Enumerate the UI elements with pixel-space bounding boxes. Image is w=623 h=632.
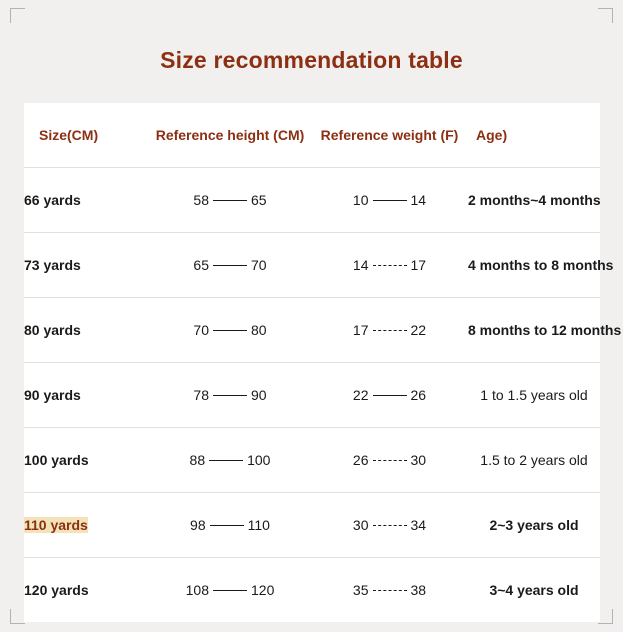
cell-weight-from: 10 [352,192,369,208]
table-row [24,233,600,298]
cell-age: 2~3 years old [489,517,579,533]
cell-weight [311,558,468,623]
cell-height-separator [209,460,243,461]
column-header-age: Age) [476,127,508,143]
cell-height-to: 65 [251,192,267,208]
cell-weight [311,233,468,298]
column-header-weight: Reference weight (F) [320,127,459,143]
cell-weight-to: 26 [410,387,427,403]
cell-height [149,233,311,298]
cell-size [24,363,149,428]
cell-height-from: 78 [193,387,209,403]
cell-height [149,493,311,558]
cell-height-from: 70 [193,322,209,338]
cell-weight [311,363,468,428]
corner-mark-top-right [598,8,613,23]
cell-height-from: 98 [190,517,206,533]
cell-weight-separator [373,525,407,526]
cell-size [24,558,149,623]
cell-weight-separator [373,395,407,396]
table-row [24,168,600,233]
cell-height [149,363,311,428]
cell-weight-to: 22 [410,322,427,338]
table-header-row [24,103,600,168]
cell-height-separator [210,525,244,526]
cell-height [149,168,311,233]
cell-height-to: 110 [247,517,270,533]
cell-height-to: 120 [251,582,275,598]
column-header-height: Reference height (CM) [155,127,305,143]
page-title: Size recommendation table [160,47,463,73]
cell-height-to: 80 [251,322,267,338]
cell-size [24,168,149,233]
size-table-container [24,103,622,622]
size-label: 73 yards [24,257,81,273]
cell-height-to: 100 [247,452,271,468]
cell-size [24,233,149,298]
cell-weight-separator [373,265,407,266]
cell-weight-separator [373,330,407,331]
cell-weight-to: 14 [410,192,427,208]
cell-age: 3~4 years old [489,582,579,598]
cell-height [149,428,311,493]
column-header-size: Size(CM) [39,127,99,143]
cell-weight-from: 26 [352,452,369,468]
cell-age: 2 months~4 months [468,192,601,208]
cell-size [24,428,149,493]
cell-height-separator [213,200,247,201]
corner-mark-bottom-left [10,609,25,624]
cell-weight-separator [373,590,407,591]
cell-weight-to: 30 [410,452,427,468]
cell-weight-from: 22 [352,387,369,403]
cell-weight-separator [373,200,407,201]
cell-weight [311,493,468,558]
cell-weight [311,298,468,363]
size-label: 100 yards [24,452,89,468]
cell-age: 8 months to 12 months [468,322,622,338]
cell-weight-to: 38 [410,582,427,598]
cell-age: 1.5 to 2 years old [480,452,588,468]
cell-height-to: 70 [251,257,267,273]
cell-height-separator [213,330,247,331]
cell-height [149,298,311,363]
cell-age: 4 months to 8 months [468,257,614,273]
cell-size [24,298,149,363]
cell-height-to: 90 [251,387,267,403]
cell-height-from: 88 [189,452,206,468]
table-row [24,363,600,428]
cell-weight-from: 14 [352,257,369,273]
size-label: 80 yards [24,322,81,338]
cell-weight-from: 30 [352,517,369,533]
cell-height-separator [213,265,247,266]
cell-age: 1 to 1.5 years old [480,387,588,403]
cell-weight [311,168,468,233]
cell-size [24,493,149,558]
size-recommendation-table [24,103,622,622]
cell-height-separator [213,590,247,591]
size-label: 110 yards [24,517,88,533]
table-row [24,558,600,623]
cell-height [149,558,311,623]
cell-weight-to: 34 [410,517,427,533]
size-label: 120 yards [24,582,89,598]
size-label: 90 yards [24,387,81,403]
table-row [24,298,600,363]
table-row [24,428,600,493]
cell-height-from: 58 [193,192,209,208]
corner-mark-bottom-right [598,609,613,624]
cell-weight-from: 17 [352,322,369,338]
corner-mark-top-left [10,8,25,23]
cell-weight-from: 35 [352,582,369,598]
cell-weight [311,428,468,493]
size-label: 66 yards [24,192,81,208]
cell-height-from: 108 [185,582,209,598]
cell-weight-to: 17 [410,257,427,273]
cell-height-separator [213,395,247,396]
cell-height-from: 65 [193,257,209,273]
table-row [24,493,600,558]
cell-weight-separator [373,460,407,461]
